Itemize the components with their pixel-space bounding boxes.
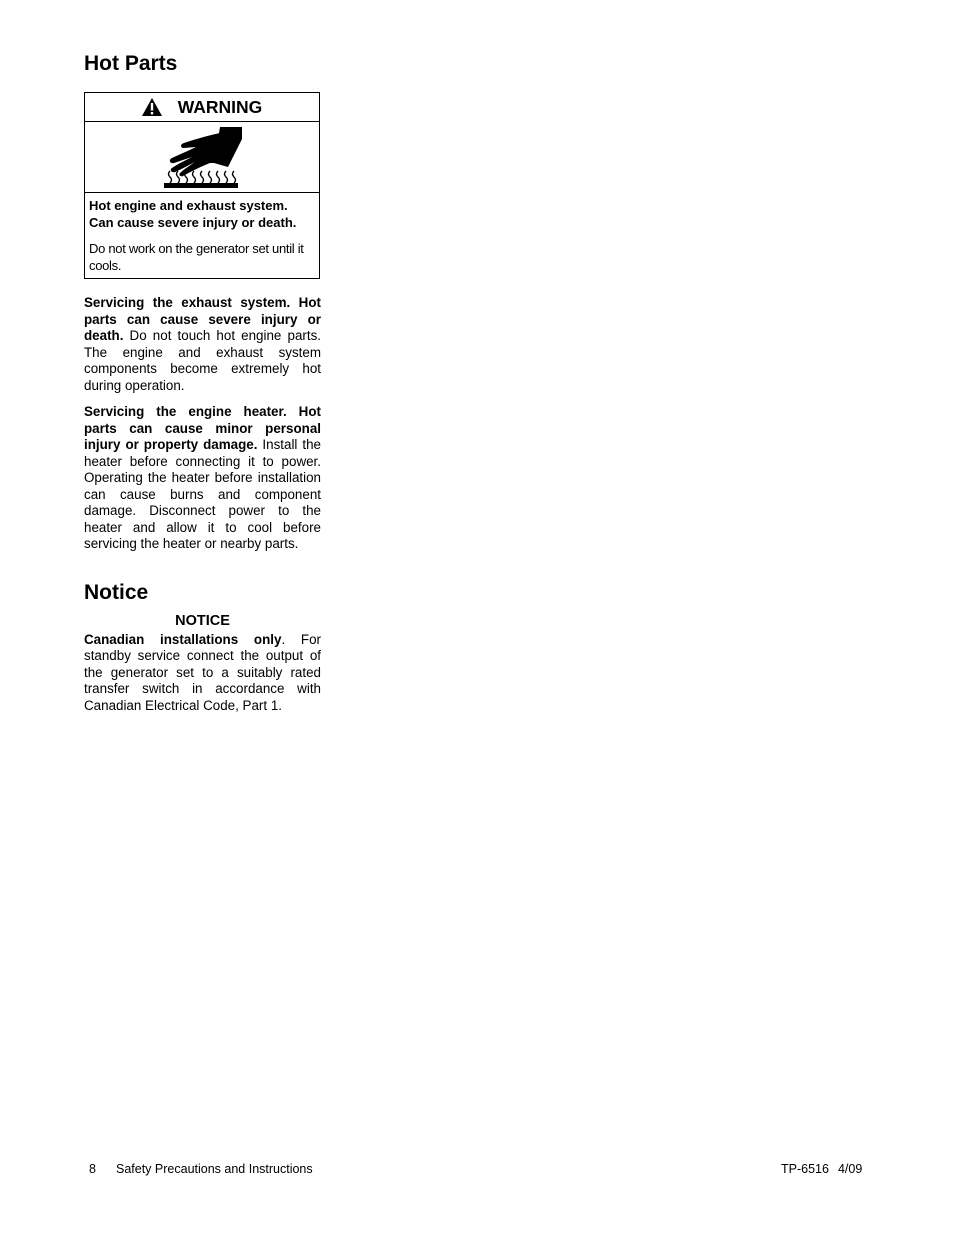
hazard-line-1: Hot engine and exhaust system. bbox=[89, 198, 288, 213]
exhaust-paragraph bbox=[84, 295, 321, 394]
warning-triangle-icon bbox=[142, 98, 162, 116]
footer-section-title: Safety Precautions and Instructions bbox=[116, 1162, 313, 1176]
hot-parts-heading: Hot Parts bbox=[84, 52, 178, 75]
heater-bold: Servicing the engine heater. Hot parts can cause minor personal injury or property damage. bbox=[84, 404, 321, 452]
notice-label: NOTICE bbox=[175, 612, 230, 629]
warning-box bbox=[84, 92, 320, 279]
notice-text: . For standby service connect the output of the generator set to a suitably rated transfer switch in accordance with Canadian Electrical Code, Part 1. bbox=[84, 631, 321, 713]
heater-text: Install the heater before connecting it to power. Operating the heater before installation can cause burns and component damage. Disconnect power to the heater and allow it to cool before servicing the heater or nearby parts. bbox=[84, 437, 321, 551]
footer-right bbox=[781, 1161, 862, 1177]
notice-paragraph bbox=[84, 632, 321, 715]
hazard-instruction: Do not work on the generator set until it cools. bbox=[89, 241, 304, 273]
hazard-statement bbox=[89, 197, 315, 231]
warning-body bbox=[85, 193, 319, 278]
doc-number: TP-6516 bbox=[781, 1162, 829, 1176]
doc-date: 4/09 bbox=[837, 1162, 863, 1176]
warning-header bbox=[85, 93, 319, 122]
warning-label: WARNING bbox=[177, 96, 263, 117]
footer-left bbox=[89, 1161, 313, 1177]
main-column bbox=[84, 50, 321, 714]
notice-heading: Notice bbox=[84, 580, 149, 604]
hot-surface-hand-icon bbox=[162, 125, 242, 189]
page-number: 8 bbox=[89, 1162, 96, 1176]
heater-paragraph bbox=[84, 404, 321, 553]
notice-bold: Canadian installations only bbox=[84, 631, 282, 647]
hazard-line-2: Can cause severe injury or death. bbox=[89, 215, 297, 230]
hot-surface-pictogram bbox=[85, 122, 319, 193]
exhaust-text: Do not touch hot engine parts. The engine and exhaust system components become extremely hot during operation. bbox=[84, 328, 321, 393]
exhaust-bold: Servicing the exhaust system. Hot parts can cause severe injury or death. bbox=[84, 295, 321, 343]
